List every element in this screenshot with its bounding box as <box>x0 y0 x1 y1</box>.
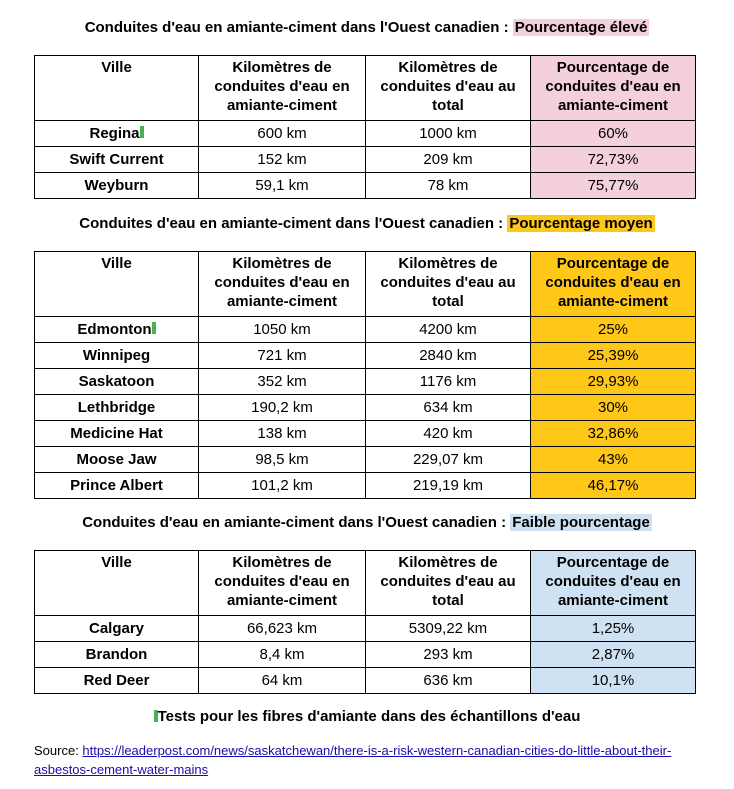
column-header: Kilomètres de conduites d'eau en amiante-ciment <box>199 56 366 121</box>
total-km-cell: 293 km <box>366 642 531 668</box>
city-cell <box>35 317 199 343</box>
table-row <box>35 317 696 343</box>
ac-km-cell: 190,2 km <box>199 395 366 421</box>
city-cell <box>35 642 199 668</box>
ac-km-cell: 721 km <box>199 343 366 369</box>
source-label: Source: <box>34 743 83 758</box>
table-title-highlight: Pourcentage moyen <box>509 215 653 232</box>
total-km-cell: 4200 km <box>366 317 531 343</box>
table-row <box>35 147 696 173</box>
table-row <box>35 421 696 447</box>
city-name: Prince Albert <box>70 476 163 494</box>
ac-km-cell: 8,4 km <box>199 642 366 668</box>
total-km-cell: 5309,22 km <box>366 616 531 642</box>
column-header: Kilomètres de conduites d'eau en amiante-ciment <box>199 252 366 317</box>
city-name: Winnipeg <box>82 346 151 364</box>
total-km-cell: 219,19 km <box>366 473 531 499</box>
ac-km-cell: 600 km <box>199 121 366 147</box>
total-km-cell: 1000 km <box>366 121 531 147</box>
ac-km-cell: 1050 km <box>199 317 366 343</box>
data-table <box>34 251 696 499</box>
total-km-cell: 1176 km <box>366 369 531 395</box>
city-cell <box>35 616 199 642</box>
ac-km-cell: 152 km <box>199 147 366 173</box>
column-header: Ville <box>35 252 199 317</box>
data-table <box>34 550 696 694</box>
ac-km-cell: 59,1 km <box>199 173 366 199</box>
city-name: Weyburn <box>84 176 149 194</box>
city-name: Saskatoon <box>78 372 155 390</box>
city-cell <box>35 147 199 173</box>
column-header: Kilomètres de conduites d'eau au total <box>366 252 531 317</box>
percentage-cell: 25% <box>531 317 696 343</box>
percentage-cell: 75,77% <box>531 173 696 199</box>
source-link[interactable]: https://leaderpost.com/news/saskatchewan/there-is-a-risk-western-canadian-cities-do-little-about-their-asbestos-cement-water-mains <box>34 743 672 777</box>
total-km-cell: 636 km <box>366 668 531 694</box>
city-name: Calgary <box>88 619 145 637</box>
percentage-cell: 30% <box>531 395 696 421</box>
table-row <box>35 121 696 147</box>
table-row <box>35 369 696 395</box>
table-title-prefix: Conduites d'eau en amiante-ciment dans l'Ouest canadien : <box>82 514 511 531</box>
percentage-cell: 1,25% <box>531 616 696 642</box>
header-row <box>35 56 696 121</box>
ac-km-cell: 66,623 km <box>199 616 366 642</box>
footnote <box>0 708 734 725</box>
city-cell <box>35 395 199 421</box>
city-name: Regina <box>89 124 140 142</box>
table-title-prefix: Conduites d'eau en amiante-ciment dans l'Ouest canadien : <box>79 215 508 232</box>
header-row <box>35 252 696 317</box>
column-header: Ville <box>35 551 199 616</box>
table-row <box>35 447 696 473</box>
city-name: Red Deer <box>83 671 150 689</box>
total-km-cell: 229,07 km <box>366 447 531 473</box>
table-title-prefix: Conduites d'eau en amiante-ciment dans l'Ouest canadien : <box>84 19 513 36</box>
percentage-cell: 29,93% <box>531 369 696 395</box>
total-km-cell: 78 km <box>366 173 531 199</box>
city-cell <box>35 473 199 499</box>
footnote-text: Tests pour les fibres d'amiante dans des échantillons d'eau <box>157 708 581 725</box>
city-name: Medicine Hat <box>70 424 163 442</box>
ac-km-cell: 138 km <box>199 421 366 447</box>
percentage-cell: 46,17% <box>531 473 696 499</box>
total-km-cell: 634 km <box>366 395 531 421</box>
total-km-cell: 209 km <box>366 147 531 173</box>
column-header: Kilomètres de conduites d'eau en amiante-ciment <box>199 551 366 616</box>
percentage-cell: 60% <box>531 121 696 147</box>
city-name: Lethbridge <box>77 398 156 416</box>
city-cell <box>35 369 199 395</box>
column-header: Kilomètres de conduites d'eau au total <box>366 56 531 121</box>
city-cell <box>35 121 199 147</box>
table-title <box>0 214 734 234</box>
ac-km-cell: 64 km <box>199 668 366 694</box>
percentage-cell: 43% <box>531 447 696 473</box>
percentage-cell: 2,87% <box>531 642 696 668</box>
table-row <box>35 343 696 369</box>
city-name: Swift Current <box>69 150 164 168</box>
column-header: Ville <box>35 56 199 121</box>
table-row <box>35 668 696 694</box>
table-title <box>0 513 734 533</box>
percentage-cell: 10,1% <box>531 668 696 694</box>
city-cell <box>35 421 199 447</box>
city-name: Edmonton <box>77 320 152 338</box>
table-title <box>0 18 734 38</box>
footnote-marker <box>152 322 156 334</box>
column-header: Pourcentage de conduites d'eau en amiante-ciment <box>531 56 696 121</box>
table-row <box>35 395 696 421</box>
city-cell <box>35 447 199 473</box>
table-row <box>35 473 696 499</box>
column-header: Pourcentage de conduites d'eau en amiante-ciment <box>531 252 696 317</box>
header-row <box>35 551 696 616</box>
city-cell <box>35 173 199 199</box>
table-title-highlight: Pourcentage élevé <box>514 19 648 36</box>
percentage-cell: 32,86% <box>531 421 696 447</box>
percentage-cell: 72,73% <box>531 147 696 173</box>
data-table <box>34 55 696 199</box>
ac-km-cell: 98,5 km <box>199 447 366 473</box>
column-header: Kilomètres de conduites d'eau au total <box>366 551 531 616</box>
city-cell <box>35 668 199 694</box>
ac-km-cell: 352 km <box>199 369 366 395</box>
table-row <box>35 616 696 642</box>
column-header: Pourcentage de conduites d'eau en amiante-ciment <box>531 551 696 616</box>
ac-km-cell: 101,2 km <box>199 473 366 499</box>
source <box>34 741 714 779</box>
city-name: Brandon <box>85 645 148 663</box>
footnote-marker <box>140 126 144 138</box>
percentage-cell: 25,39% <box>531 343 696 369</box>
total-km-cell: 420 km <box>366 421 531 447</box>
city-cell <box>35 343 199 369</box>
total-km-cell: 2840 km <box>366 343 531 369</box>
table-row <box>35 173 696 199</box>
table-title-highlight: Faible pourcentage <box>512 514 650 531</box>
table-row <box>35 642 696 668</box>
city-name: Moose Jaw <box>76 450 157 468</box>
